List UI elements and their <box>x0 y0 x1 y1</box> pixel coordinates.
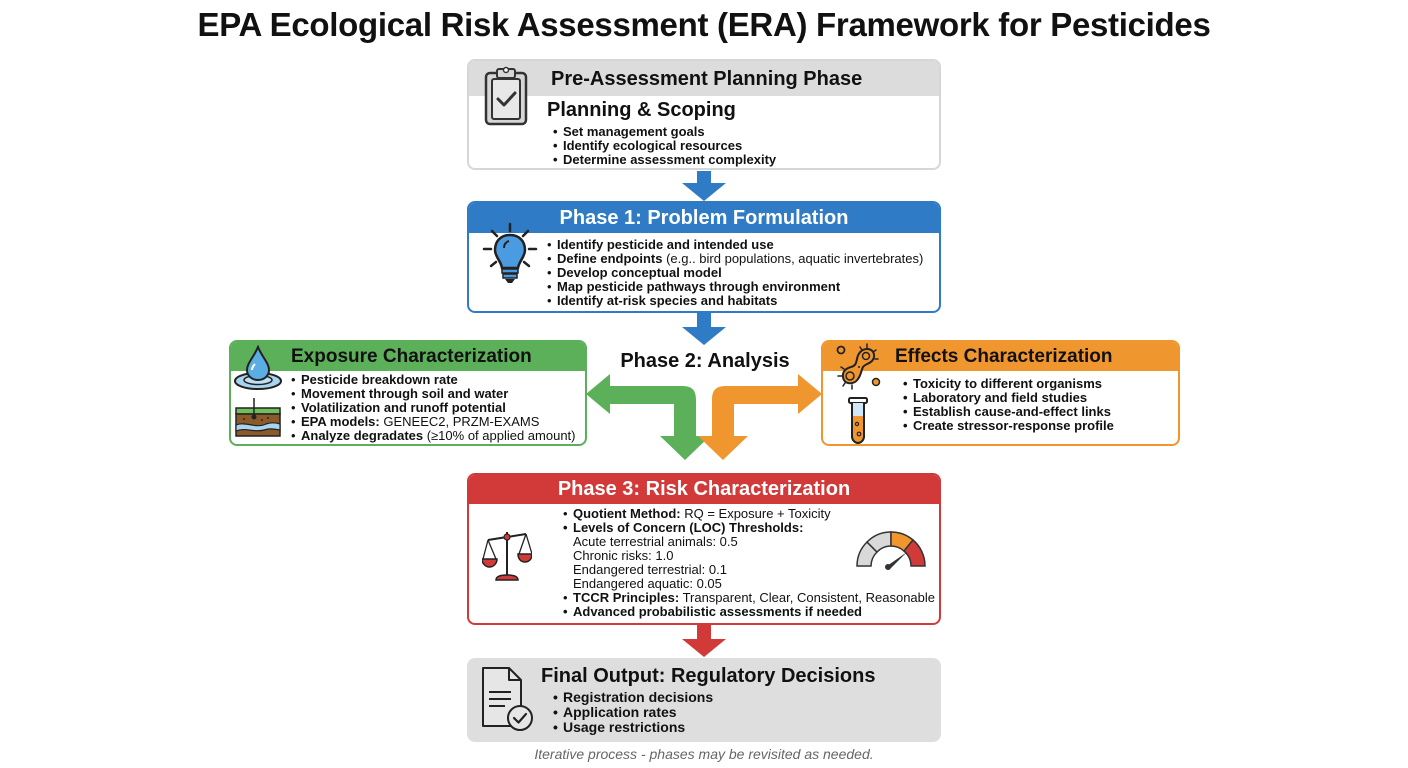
pre-assessment-header: Pre-Assessment Planning Phase <box>469 61 939 96</box>
advanced-assessments-item: • Advanced probabilistic assessments if needed <box>563 605 939 619</box>
clipboard-check-icon <box>483 65 529 127</box>
lightbulb-icon <box>480 222 540 288</box>
phase3-header: Phase 3: Risk Characterization <box>469 475 939 504</box>
effects-header: Effects Characterization <box>823 342 1178 371</box>
gauge-icon <box>855 528 927 570</box>
threshold-chronic: Chronic risks: 1.0 <box>573 548 674 563</box>
list-item: • Movement through soil and water <box>291 387 585 401</box>
scales-icon <box>482 526 532 584</box>
phase2-branch-arrows <box>586 372 822 462</box>
list-item: • Analyze degradates (≥10% of applied amount) <box>291 429 585 443</box>
water-drop-icon <box>232 345 284 391</box>
list-item: • Define endpoints (e.g.. bird populations, aquatic invertebrates) <box>547 252 939 266</box>
test-tube-icon <box>846 396 870 446</box>
loc-thresholds-item: • Levels of Concern (LOC) Thresholds: <box>563 521 939 535</box>
document-check-icon <box>479 666 537 734</box>
list-item: • Usage restrictions <box>553 720 713 735</box>
list-item: • Establish cause-and-effect links <box>903 405 1178 419</box>
threshold-endangered-aquatic: Endangered aquatic: 0.05 <box>573 576 722 591</box>
threshold-acute-terrestrial: Acute terrestrial animals: 0.5 <box>573 534 738 549</box>
tccr-principles-item: • TCCR Principles: Transparent, Clear, Consistent, Reasonable <box>563 591 939 605</box>
flow-arrow-down <box>680 313 728 345</box>
list-item: • Volatilization and runoff potential <box>291 401 585 415</box>
pre-assessment-box <box>467 59 941 170</box>
exposure-header: Exposure Characterization <box>231 342 585 371</box>
planning-scoping-subheader: Planning & Scoping <box>547 99 736 121</box>
list-item: • Registration decisions <box>553 690 713 705</box>
list-item: • Create stressor-response profile <box>903 419 1178 433</box>
list-item: • Application rates <box>553 705 713 720</box>
list-item: • Map pesticide pathways through environment <box>547 280 939 294</box>
soil-layers-icon <box>234 398 282 438</box>
list-item: • Set management goals <box>553 125 939 139</box>
flow-arrow-down <box>680 171 728 201</box>
list-item: • Laboratory and field studies <box>903 391 1178 405</box>
phase2-label: Phase 2: Analysis <box>620 350 790 372</box>
list-item: • Identify ecological resources <box>553 139 939 153</box>
list-item: • Identify pesticide and intended use <box>547 238 939 252</box>
page-title: EPA Ecological Risk Assessment (ERA) Framework for Pesticides <box>197 6 1211 43</box>
list-item: • EPA models: GENEEC2, PRZM-EXAMS <box>291 415 585 429</box>
final-output-header: Final Output: Regulatory Decisions <box>541 665 876 687</box>
list-item: • Develop conceptual model <box>547 266 939 280</box>
list-item: • Pesticide breakdown rate <box>291 373 585 387</box>
threshold-endangered-terrestrial: Endangered terrestrial: 0.1 <box>573 562 727 577</box>
list-item: • Identify at-risk species and habitats <box>547 294 939 308</box>
footnote: Iterative process - phases may be revisited as needed. <box>534 746 874 762</box>
flow-arrow-down <box>680 625 728 657</box>
list-item: • Determine assessment complexity <box>553 153 939 167</box>
quotient-method-item: • Quotient Method: RQ = Exposure + Toxicity <box>563 507 939 521</box>
phase1-header: Phase 1: Problem Formulation <box>469 203 939 233</box>
microbe-icon <box>834 342 882 392</box>
list-item: • Toxicity to different organisms <box>903 377 1178 391</box>
final-output-box <box>467 658 941 742</box>
